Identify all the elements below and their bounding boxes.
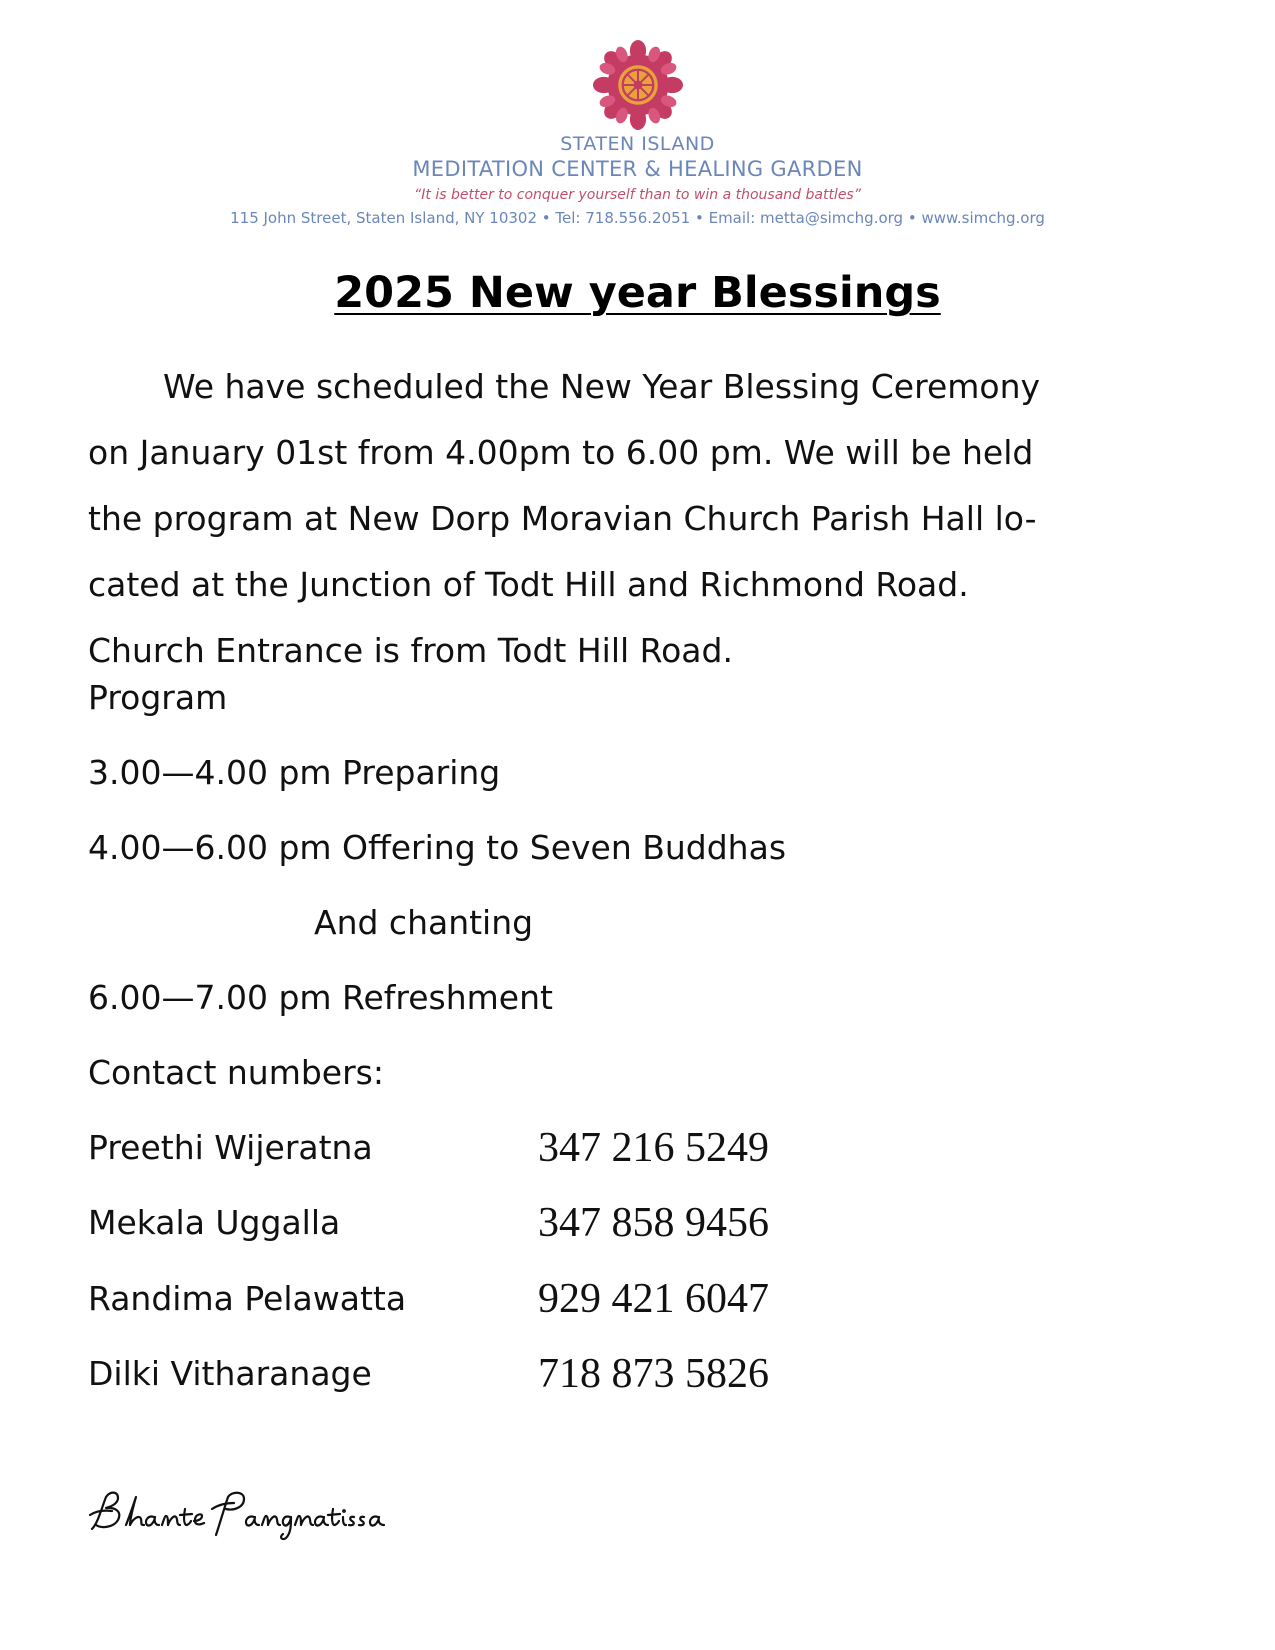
- intro-line: cated at the Junction of Todt Hill and Richmond Road.: [88, 565, 969, 604]
- intro-line: We have scheduled the New Year Blessing Ceremony: [163, 367, 1041, 406]
- contact-phone: 929 421 6047: [538, 1276, 769, 1322]
- org-name-line1: STATEN ISLAND: [560, 133, 715, 155]
- program-item: And chanting: [314, 903, 534, 942]
- contact-phone: 347 216 5249: [538, 1125, 769, 1171]
- contact-name: Randima Pelawatta: [88, 1279, 407, 1318]
- org-tagline: “It is better to conquer yourself than to win a thousand battles”: [414, 187, 861, 203]
- contact-phone: 347 858 9456: [538, 1200, 769, 1246]
- contact-name: Preethi Wijeratna: [88, 1128, 373, 1167]
- intro-paragraph: [88, 354, 1168, 684]
- lotus-wheel-icon: [593, 40, 683, 130]
- intro-line: on January 01st from 4.00pm to 6.00 pm. We will be held: [88, 433, 1034, 472]
- letterhead: [0, 40, 1275, 230]
- org-contact-line: 115 John Street, Staten Island, NY 10302 • Tel: 718.556.2051 • Email: metta@simchg.org • www.simchg.org: [230, 209, 1045, 227]
- contacts-heading: Contact numbers:: [88, 1053, 384, 1092]
- contact-phone: 718 873 5826: [538, 1351, 769, 1397]
- program-heading: Program: [88, 678, 228, 717]
- contact-name: Dilki Vitharanage: [88, 1354, 372, 1393]
- program-item: 6.00—7.00 pm Refreshment: [88, 978, 553, 1017]
- intro-line: Church Entrance is from Todt Hill Road.: [88, 631, 733, 670]
- org-name-line2: MEDITATION CENTER & HEALING GARDEN: [412, 157, 863, 181]
- program-item: 4.00—6.00 pm Offering to Seven Buddhas: [88, 828, 787, 867]
- document-title: 2025 New year Blessings: [334, 268, 941, 318]
- intro-line: the program at New Dorp Moravian Church Parish Hall lo-: [88, 499, 1037, 538]
- signature: [88, 1485, 388, 1545]
- program-item: 3.00—4.00 pm Preparing: [88, 753, 501, 792]
- contact-name: Mekala Uggalla: [88, 1203, 341, 1242]
